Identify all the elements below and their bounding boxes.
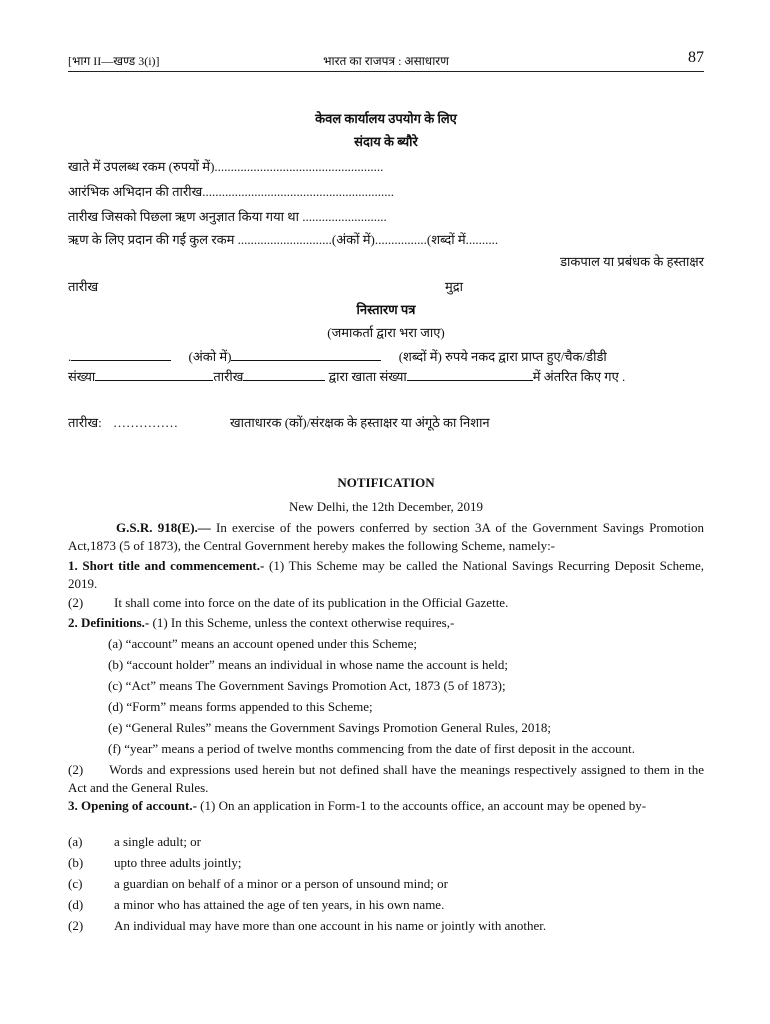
discharge-sign-row: [68, 414, 704, 432]
transferred-label: में अंतरित किए गए .: [532, 369, 626, 384]
clause-number: (2): [68, 918, 84, 933]
seal-label: मुद्रा: [445, 279, 464, 294]
section-1: [68, 557, 704, 593]
clause-text: Words and expressions used herein but not defined shall have the meanings respectively assigned to them in the Act and the General Rules.: [68, 762, 704, 795]
clause-number: (2): [68, 762, 84, 777]
date-dots: ……………: [112, 415, 178, 430]
discharge-line-1: [68, 348, 704, 366]
account-number-label: द्वारा खाता संख्या: [328, 369, 407, 384]
office-use-title: केवल कार्यालय उपयोग के लिए: [315, 111, 457, 126]
section-2-heading: 2. Definitions.-: [68, 615, 150, 630]
option-number: (c): [68, 876, 83, 891]
payment-details-title: संदाय के ब्यौरे: [354, 134, 418, 149]
section-2-2: [68, 761, 704, 797]
clause-text: It shall come into force on the date of its publication in the Official Gazette.: [114, 595, 509, 610]
page-number: 87: [688, 49, 704, 66]
date-seal-row: [68, 278, 704, 296]
definition-item: (e) “General Rules” means the Government Savings Promotion General Rules, 2018;: [108, 720, 551, 735]
definition-item: (d) “Form” means forms appended to this Scheme;: [108, 699, 373, 714]
office-line: ऋण के लिए प्रदान की गई कुल रकम .............................(अंकों में)................(शब्दों में..........: [68, 232, 499, 247]
definition-item: (a) “account” means an account opened under this Scheme;: [108, 636, 417, 651]
section-3: [68, 797, 704, 815]
gsr-number: G.S.R. 918(E).—: [116, 520, 211, 535]
section-1-text: (1) This Scheme may be called the National Savings Recurring Deposit Scheme, 2019.: [68, 558, 704, 591]
amount-words-blank: [231, 348, 381, 361]
option-text: a minor who has attained the age of ten years, in his own name.: [114, 897, 445, 912]
figures-label: (अंको में): [188, 349, 232, 364]
received-label: (शब्दों में) रुपये नकद द्वारा प्राप्त हुए/चैक/डीडी: [398, 349, 607, 364]
discharge-line-2: [68, 368, 704, 386]
postmaster-signature-label: डाकपाल या प्रबंधक के हस्ताक्षर: [560, 254, 704, 269]
office-line: खाते में उपलब्ध रकम (रुपयों में)....................................................: [68, 159, 384, 174]
running-header: [68, 49, 704, 70]
definition-item: (b) “account holder” means an individual in whose name the account is held;: [108, 657, 508, 672]
section-2-text: (1) In this Scheme, unless the context otherwise requires,-: [149, 615, 455, 630]
notification-dateline: New Delhi, the 12th December, 2019: [288, 499, 484, 514]
discharge-subtitle: (जमाकर्ता द्वारा भरा जाए): [327, 325, 445, 340]
option-number: (a): [68, 834, 83, 849]
office-line: तारीख जिसको पिछला ऋण अनुज्ञात किया गया था ..........................: [68, 209, 387, 224]
notification-title: NOTIFICATION: [337, 475, 435, 490]
date-label-3: तारीख:: [68, 415, 102, 430]
header-title: भारत का राजपत्र : असाधारण: [323, 54, 449, 68]
option-text: upto three adults jointly;: [114, 855, 242, 870]
header-rule: [68, 71, 704, 72]
amount-figures-blank: [71, 348, 171, 361]
discharge-title: निस्तारण पत्र: [356, 302, 416, 317]
date-label: तारीख: [68, 279, 99, 294]
option-number: (d): [68, 897, 84, 912]
office-line: आरंभिक अभिदान की तारीख...........................................................: [68, 184, 394, 199]
gsr-text: In exercise of the powers conferred by section 3A of the Government Savings Promotion Act,1873 (5 of 1873), the Central Government hereby makes the following Scheme, namely:-: [68, 520, 705, 553]
date-blank: [243, 368, 325, 381]
definition-item: (f) “year” means a period of twelve months commencing from the date of first deposit in the account.: [108, 741, 636, 756]
section-3-heading: 3. Opening of account.-: [68, 798, 197, 813]
date-label-2: तारीख: [213, 369, 244, 384]
gsr-paragraph: [68, 519, 704, 555]
section-2: [68, 614, 704, 632]
option-text: a single adult; or: [114, 834, 202, 849]
holder-signature-label: खाताधारक (कों)/संरक्षक के हस्ताक्षर या अंगूठे का निशान: [230, 415, 490, 430]
option-number: (b): [68, 855, 84, 870]
number-label: संख्या: [68, 369, 96, 384]
header-part: [भाग II—खण्ड 3(i)]: [68, 54, 160, 68]
section-1-heading: 1. Short title and commencement.-: [68, 558, 265, 573]
line-start: .: [68, 349, 72, 364]
account-blank: [407, 368, 533, 381]
clause-text: An individual may have more than one account in his name or jointly with another.: [114, 918, 547, 933]
clause-number: (2): [68, 595, 84, 610]
section-3-text: (1) On an application in Form-1 to the accounts office, an account may be opened by-: [196, 798, 647, 813]
option-text: a guardian on behalf of a minor or a person of unsound mind; or: [114, 876, 448, 891]
definition-item: (c) “Act” means The Government Savings Promotion Act, 1873 (5 of 1873);: [108, 678, 506, 693]
number-blank: [95, 368, 213, 381]
